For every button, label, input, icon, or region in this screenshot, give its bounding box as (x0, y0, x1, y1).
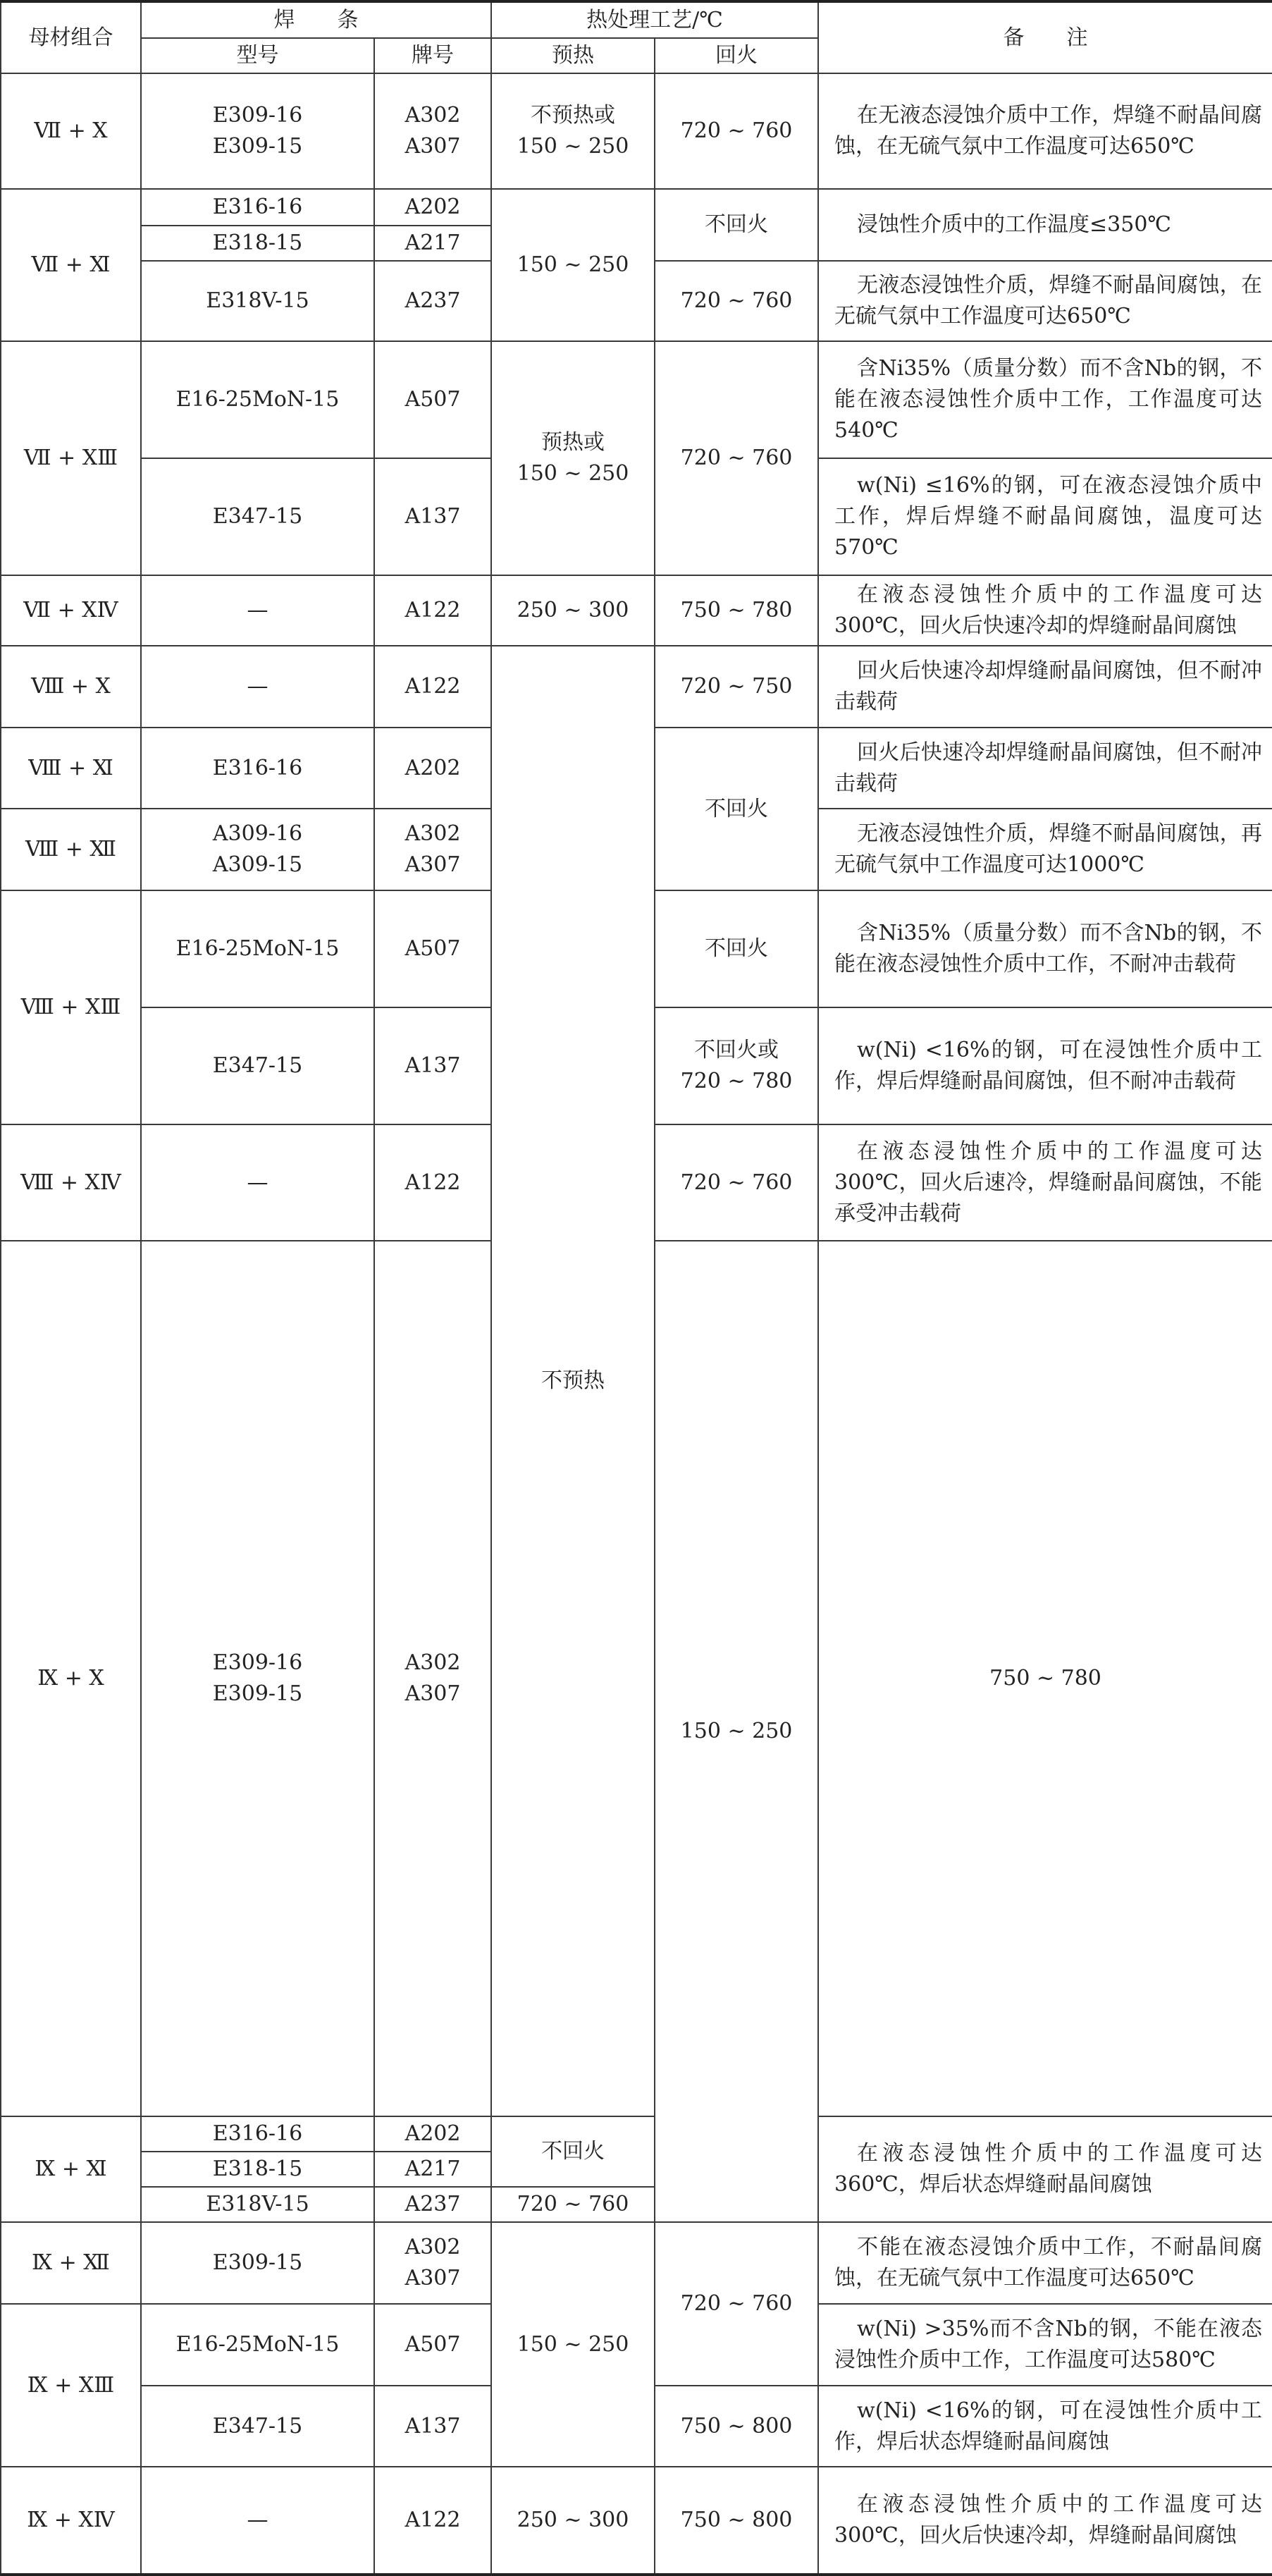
table-row (1, 73, 1272, 189)
brand-cell: A507 (374, 890, 491, 1007)
table-row (1, 341, 1272, 458)
temper-cell: 不回火 (655, 189, 818, 261)
preheat-cell: 不预热 (491, 646, 655, 2116)
table-row (1, 646, 1272, 728)
model-cell: E16-25MoN-15 (141, 890, 374, 1007)
model-cell: E309-16 E309-15 (141, 1241, 374, 2116)
combo-cell: Ⅷ + ⅩⅣ (1, 1124, 141, 1241)
brand-cell: A137 (374, 2386, 491, 2467)
header-base-material: 母材组合 (1, 1, 141, 73)
table-row (1, 2222, 1272, 2304)
model-cell: E316-16 (141, 2116, 374, 2152)
model-cell: A309-16 A309-15 (141, 809, 374, 890)
model-cell: E316-16 (141, 728, 374, 809)
preheat-cell: 150 ~ 250 (491, 2222, 655, 2467)
note-cell: 含Ni35%（质量分数）而不含Nb的钢，不能在液态浸蚀性介质中工作，工作温度可达540℃ (818, 341, 1272, 458)
brand-cell: A507 (374, 2304, 491, 2386)
brand-cell: A122 (374, 2467, 491, 2575)
model-cell: E347-15 (141, 458, 374, 575)
combo-cell: Ⅷ + Ⅺ (1, 728, 141, 809)
brand-cell: A302 A307 (374, 1241, 491, 2116)
header-heat-treatment: 热处理工艺/℃ (491, 1, 818, 38)
brand-cell: A202 (374, 189, 491, 226)
header-preheat: 预热 (491, 38, 655, 73)
brand-cell: A122 (374, 575, 491, 646)
brand-cell: A137 (374, 1007, 491, 1124)
brand-cell: A122 (374, 1124, 491, 1241)
note-cell: 在液态浸蚀性介质中的工作温度可达300℃，回火后快速冷却的焊缝耐晶间腐蚀 (818, 575, 1272, 646)
note-cell: w(Ni) >35%而不含Nb的钢，不能在液态浸蚀性介质中工作，工作温度可达580℃ (818, 2304, 1272, 2386)
temper-cell: 不回火 (655, 728, 818, 890)
temper-cell: 720 ~ 760 (655, 2222, 818, 2386)
header-temper: 回火 (655, 38, 818, 73)
temper-cell: 720 ~ 760 (655, 341, 818, 575)
model-cell: E309-15 (141, 2222, 374, 2304)
table-row (1, 2116, 1272, 2152)
brand-cell: A217 (374, 2152, 491, 2187)
note-cell: w(Ni) ≤16%的钢，可在液态浸蚀介质中工作，焊后焊缝不耐晶间腐蚀，温度可达570℃ (818, 458, 1272, 575)
brand-cell: A202 (374, 728, 491, 809)
combo-cell: Ⅷ + ⅩⅢ (1, 890, 141, 1124)
temper-cell: 不回火 (491, 2116, 655, 2187)
model-cell: — (141, 1124, 374, 1241)
model-cell: E16-25MoN-15 (141, 2304, 374, 2386)
temper-cell: 720 ~ 760 (655, 1124, 818, 1241)
combo-cell: Ⅶ + ⅩⅢ (1, 341, 141, 575)
note-cell: 在液态浸蚀性介质中的工作温度可达300℃，回火后快速冷却，焊缝耐晶间腐蚀 (818, 2467, 1272, 2575)
temper-cell: 不回火 (655, 890, 818, 1007)
preheat-cell: 250 ~ 300 (491, 575, 655, 646)
model-cell: — (141, 2467, 374, 2575)
brand-cell: A302 A307 (374, 73, 491, 189)
brand-cell: A302 A307 (374, 2222, 491, 2304)
brand-cell: A507 (374, 341, 491, 458)
note-cell: 无液态浸蚀性介质，焊缝不耐晶间腐蚀，在无硫气氛中工作温度可达650℃ (818, 261, 1272, 341)
brand-cell: A202 (374, 2116, 491, 2152)
header-electrode: 焊 条 (141, 1, 491, 38)
note-cell: w(Ni) <16%的钢，可在浸蚀性介质中工作，焊后状态焊缝耐晶间腐蚀 (818, 2386, 1272, 2467)
header-brand: 牌号 (374, 38, 491, 73)
temper-cell: 750 ~ 780 (818, 1241, 1272, 2116)
model-cell: E318-15 (141, 226, 374, 261)
combo-cell: Ⅷ + Ⅹ (1, 646, 141, 728)
combo-cell: Ⅶ + Ⅹ (1, 73, 141, 189)
combo-cell: Ⅸ + Ⅺ (1, 2116, 141, 2222)
combo-cell: Ⅸ + ⅩⅢ (1, 2304, 141, 2467)
preheat-cell: 150 ~ 250 (491, 189, 655, 341)
combo-cell: Ⅸ + Ⅹ (1, 1241, 141, 2116)
temper-cell: 720 ~ 760 (655, 73, 818, 189)
temper-cell: 750 ~ 780 (655, 575, 818, 646)
temper-cell: 720 ~ 760 (491, 2187, 655, 2222)
note-cell: 回火后快速冷却焊缝耐晶间腐蚀，但不耐冲击载荷 (818, 728, 1272, 809)
brand-cell: A237 (374, 2187, 491, 2222)
note-cell: 浸蚀性介质中的工作温度≤350℃ (818, 189, 1272, 261)
brand-cell: A217 (374, 226, 491, 261)
temper-cell: 720 ~ 760 (655, 261, 818, 341)
combo-cell: Ⅶ + Ⅺ (1, 189, 141, 341)
note-cell: 含Ni35%（质量分数）而不含Nb的钢，不能在液态浸蚀性介质中工作，不耐冲击载荷 (818, 890, 1272, 1007)
combo-cell: Ⅸ + Ⅻ (1, 2222, 141, 2304)
model-cell: E347-15 (141, 1007, 374, 1124)
brand-cell: A122 (374, 646, 491, 728)
temper-cell: 不回火或 720 ~ 780 (655, 1007, 818, 1124)
model-cell: E318-15 (141, 2152, 374, 2187)
combo-cell: Ⅸ + ⅩⅣ (1, 2467, 141, 2575)
preheat-cell: 预热或 150 ~ 250 (491, 341, 655, 575)
note-cell: 不能在液态浸蚀介质中工作，不耐晶间腐蚀，在无硫气氛中工作温度可达650℃ (818, 2222, 1272, 2304)
model-cell: E318V-15 (141, 261, 374, 341)
model-cell: E316-16 (141, 189, 374, 226)
temper-cell: 750 ~ 800 (655, 2386, 818, 2467)
note-cell: 无液态浸蚀性介质，焊缝不耐晶间腐蚀，再无硫气氛中工作温度可达1000℃ (818, 809, 1272, 890)
combo-cell: Ⅷ + Ⅻ (1, 809, 141, 890)
brand-cell: A137 (374, 458, 491, 575)
model-cell: E16-25MoN-15 (141, 341, 374, 458)
brand-cell: A237 (374, 261, 491, 341)
model-cell: E309-16 E309-15 (141, 73, 374, 189)
header-remarks: 备 注 (818, 1, 1272, 73)
note-cell: 在无液态浸蚀介质中工作，焊缝不耐晶间腐蚀，在无硫气氛中工作温度可达650℃ (818, 73, 1272, 189)
note-cell: w(Ni) <16%的钢，可在浸蚀性介质中工作，焊后焊缝耐晶间腐蚀，但不耐冲击载荷 (818, 1007, 1272, 1124)
preheat-cell: 150 ~ 250 (655, 1241, 818, 2222)
model-cell: E347-15 (141, 2386, 374, 2467)
header-model: 型号 (141, 38, 374, 73)
note-cell: 在液态浸蚀性介质中的工作温度可达360℃，焊后状态焊缝耐晶间腐蚀 (818, 2116, 1272, 2222)
temper-cell: 750 ~ 800 (655, 2467, 818, 2575)
model-cell: — (141, 575, 374, 646)
combo-cell: Ⅶ + ⅩⅣ (1, 575, 141, 646)
model-cell: — (141, 646, 374, 728)
preheat-cell: 250 ~ 300 (491, 2467, 655, 2575)
temper-cell: 720 ~ 750 (655, 646, 818, 728)
table-row (1, 189, 1272, 226)
table-row (1, 2467, 1272, 2575)
brand-cell: A302 A307 (374, 809, 491, 890)
model-cell: E318V-15 (141, 2187, 374, 2222)
note-cell: 回火后快速冷却焊缝耐晶间腐蚀，但不耐冲击载荷 (818, 646, 1272, 728)
note-cell: 在液态浸蚀性介质中的工作温度可达300℃，回火后速冷，焊缝耐晶间腐蚀，不能承受冲击载荷 (818, 1124, 1272, 1241)
table-row (1, 575, 1272, 646)
preheat-cell: 不预热或 150 ~ 250 (491, 73, 655, 189)
